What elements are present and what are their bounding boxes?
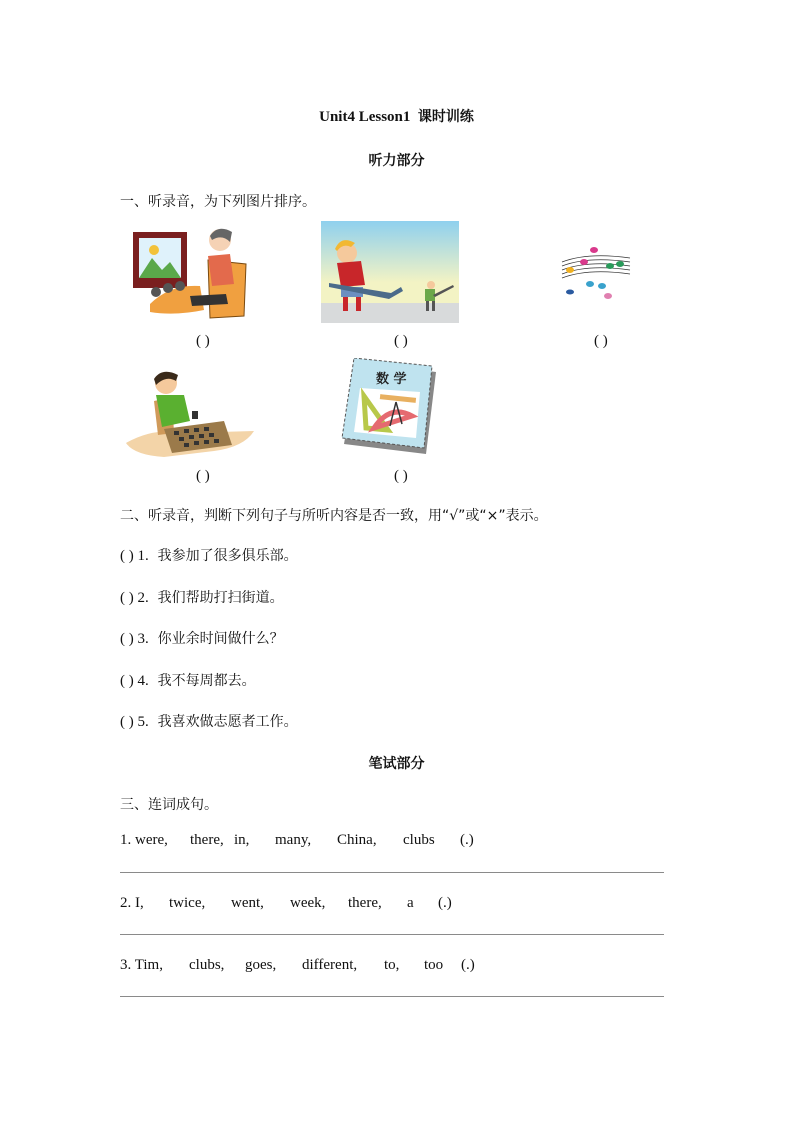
- title-chinese: 课时训练: [417, 109, 474, 125]
- word: (.): [461, 957, 475, 973]
- word: went,: [231, 895, 264, 911]
- chess-boy-picture: [124, 367, 256, 459]
- word: 1. were,: [120, 832, 168, 848]
- word: (.): [438, 895, 452, 911]
- word: in,: [234, 832, 250, 848]
- picture-4-answer-blank[interactable]: ( ): [196, 468, 210, 484]
- hockey-players-picture: [321, 221, 459, 323]
- cinema-boy-picture: [130, 224, 252, 322]
- word: clubs,: [189, 957, 225, 973]
- picture-2-answer-blank[interactable]: ( ): [394, 333, 408, 349]
- answer-blank[interactable]: ( ) 3.: [120, 631, 149, 647]
- picture-3-answer-blank[interactable]: ( ): [594, 333, 608, 349]
- sentence-text: 我参加了很多俱乐部。: [157, 548, 298, 564]
- word: 3. Tim,: [120, 957, 163, 973]
- question-3-heading: 三、连词成句。: [120, 797, 218, 813]
- word: there,: [348, 895, 382, 911]
- word: clubs: [403, 832, 435, 848]
- question-1-heading: 一、听录音，为下列图片排序。: [120, 194, 316, 210]
- answer-line-1[interactable]: [120, 872, 664, 873]
- title-english: Unit4 Lesson1: [319, 109, 411, 125]
- answer-line-2[interactable]: [120, 934, 664, 935]
- word: 2. I,: [120, 895, 144, 911]
- word: there,: [190, 832, 224, 848]
- picture-1-answer-blank[interactable]: ( ): [196, 333, 210, 349]
- word: different,: [302, 957, 358, 973]
- word: too: [424, 957, 444, 973]
- true-false-item-3: [120, 628, 284, 648]
- word-order-item-3: [120, 957, 475, 974]
- answer-blank[interactable]: ( ) 5.: [120, 714, 149, 730]
- word-order-item-1: [120, 832, 474, 849]
- listening-section-title: 听力部分: [368, 153, 425, 169]
- sentence-text: 你业余时间做什么？: [157, 631, 284, 647]
- answer-line-3[interactable]: [120, 996, 664, 997]
- answer-blank[interactable]: ( ) 1.: [120, 548, 149, 564]
- answer-blank[interactable]: ( ) 4.: [120, 673, 149, 689]
- true-false-item-2: [120, 587, 284, 607]
- true-false-item-1: [120, 545, 298, 565]
- word: twice,: [169, 895, 206, 911]
- writing-section-title: 笔试部分: [368, 756, 425, 772]
- math-book-picture: [340, 358, 440, 454]
- math-book-label: 数 学: [376, 372, 407, 387]
- answer-blank[interactable]: ( ) 2.: [120, 590, 149, 606]
- true-false-item-5: [120, 711, 298, 731]
- document-title: [0, 106, 793, 126]
- word: a: [407, 895, 414, 911]
- word: goes,: [245, 957, 277, 973]
- word-order-item-2: [120, 895, 452, 912]
- word: many,: [275, 832, 312, 848]
- word: (.): [460, 832, 474, 848]
- sentence-text: 我不每周都去。: [157, 673, 256, 689]
- sentence-text: 我喜欢做志愿者工作。: [157, 714, 298, 730]
- picture-5-answer-blank[interactable]: ( ): [394, 468, 408, 484]
- music-notes-picture: [558, 240, 634, 300]
- true-false-item-4: [120, 670, 256, 690]
- question-2-heading: 二、听录音，判断下列句子与所听内容是否一致，用“√”或“×”表示。: [120, 508, 548, 524]
- sentence-text: 我们帮助打扫街道。: [157, 590, 284, 606]
- word: to,: [384, 957, 400, 973]
- word: China,: [337, 832, 377, 848]
- word: week,: [290, 895, 326, 911]
